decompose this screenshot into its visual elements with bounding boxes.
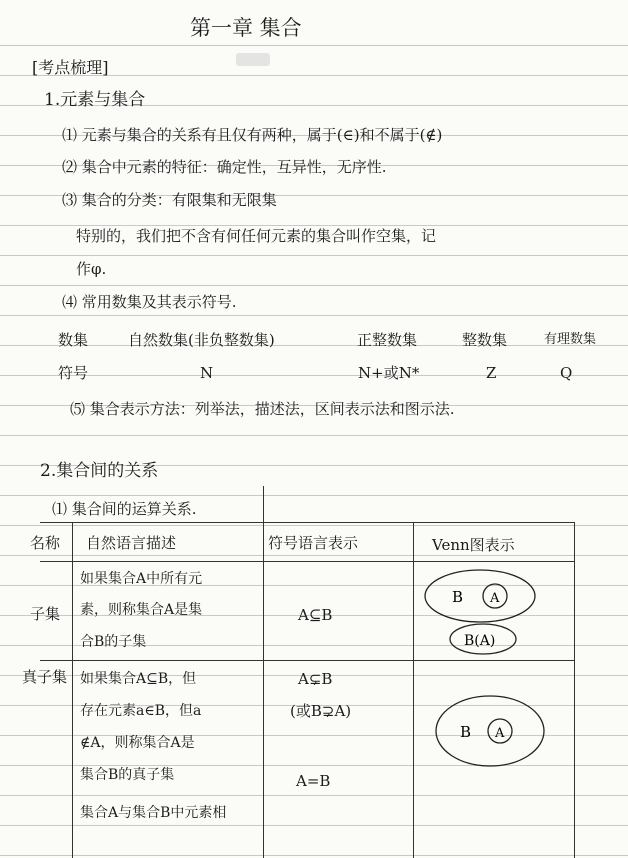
th-venn: Venn图表示 — [432, 536, 515, 554]
section-2-heading: 2.集合间的关系 — [40, 461, 159, 481]
numset-symbol-label: 符号 — [58, 364, 89, 382]
section-tag: [考点梳理] — [32, 58, 109, 77]
s1-item-3: ⑶ 集合的分类：有限集和无限集 — [62, 191, 277, 209]
symbol-N: N — [200, 364, 214, 382]
s1-item-4: ⑷ 常用数集及其表示符号. — [62, 293, 237, 311]
venn-subset-B-label: B — [452, 588, 464, 606]
subset-desc-2: 素，则称集合A是集 — [80, 602, 203, 618]
proper-subset-name: 真子集 — [22, 668, 68, 686]
th-symbol: 符号语言表示 — [268, 534, 359, 552]
venn-proper-A-label: A — [495, 726, 505, 741]
symbol-N-plus: N+或N* — [358, 364, 420, 382]
symbol-Z: Z — [486, 364, 497, 382]
venn-subset-A-label: A — [490, 591, 500, 606]
venn-equal-label: B(A) — [464, 633, 496, 649]
symbol-Q: Q — [560, 364, 573, 382]
s1-item-1: ⑴ 元素与集合的关系有且仅有两种，属于(∈)和不属于(∉) — [62, 126, 443, 144]
s2-item-1: ⑴ 集合间的运算关系. — [52, 500, 197, 518]
s1-item-5: ⑸ 集合表示方法：列举法，描述法，区间表示法和图示法. — [70, 400, 455, 418]
proper-desc-2: 存在元素a∈B，但a — [80, 703, 202, 719]
proper-symbol-2: (或B⊋A) — [290, 702, 352, 720]
venn-proper-B-label: B — [460, 723, 472, 741]
equal-symbol: A=B — [296, 772, 331, 790]
proper-desc-4: 集合B的真子集 — [80, 767, 175, 783]
section-1-heading: 1.元素与集合 — [44, 90, 146, 110]
s1-item-3-note-2: 作φ. — [76, 260, 107, 278]
th-desc: 自然语言描述 — [86, 534, 177, 552]
s1-item-2: ⑵ 集合中元素的特征：确定性，互异性，无序性. — [62, 158, 387, 176]
proper-symbol-1: A⊊B — [298, 670, 333, 688]
subset-desc-1: 如果集合A中所有元 — [80, 571, 203, 587]
s1-item-3-note-1: 特别的，我们把不含有何任何元素的集合叫作空集，记 — [76, 227, 437, 245]
venn-proper-outer-B — [436, 696, 544, 766]
subset-symbol: A⊆B — [298, 606, 333, 624]
chapter-title: 第一章 集合 — [190, 16, 302, 40]
numset-rational: 有理数集 — [544, 332, 597, 347]
proper-desc-3: ∉A，则称集合A是 — [80, 735, 195, 751]
numset-natural: 自然数集(非负整数集) — [128, 331, 275, 349]
th-name: 名称 — [30, 534, 61, 552]
subset-name: 子集 — [30, 605, 61, 623]
subset-desc-3: 合B的子集 — [80, 634, 147, 650]
proper-desc-1: 如果集合A⊆B，但 — [80, 671, 197, 687]
numset-integer: 整数集 — [462, 331, 508, 349]
equal-desc: 集合A与集合B中元素相 — [80, 805, 227, 821]
venn-subset-outer-B — [425, 570, 535, 622]
numset-positive-int: 正整数集 — [357, 331, 418, 349]
numset-header-label: 数集 — [58, 331, 89, 349]
